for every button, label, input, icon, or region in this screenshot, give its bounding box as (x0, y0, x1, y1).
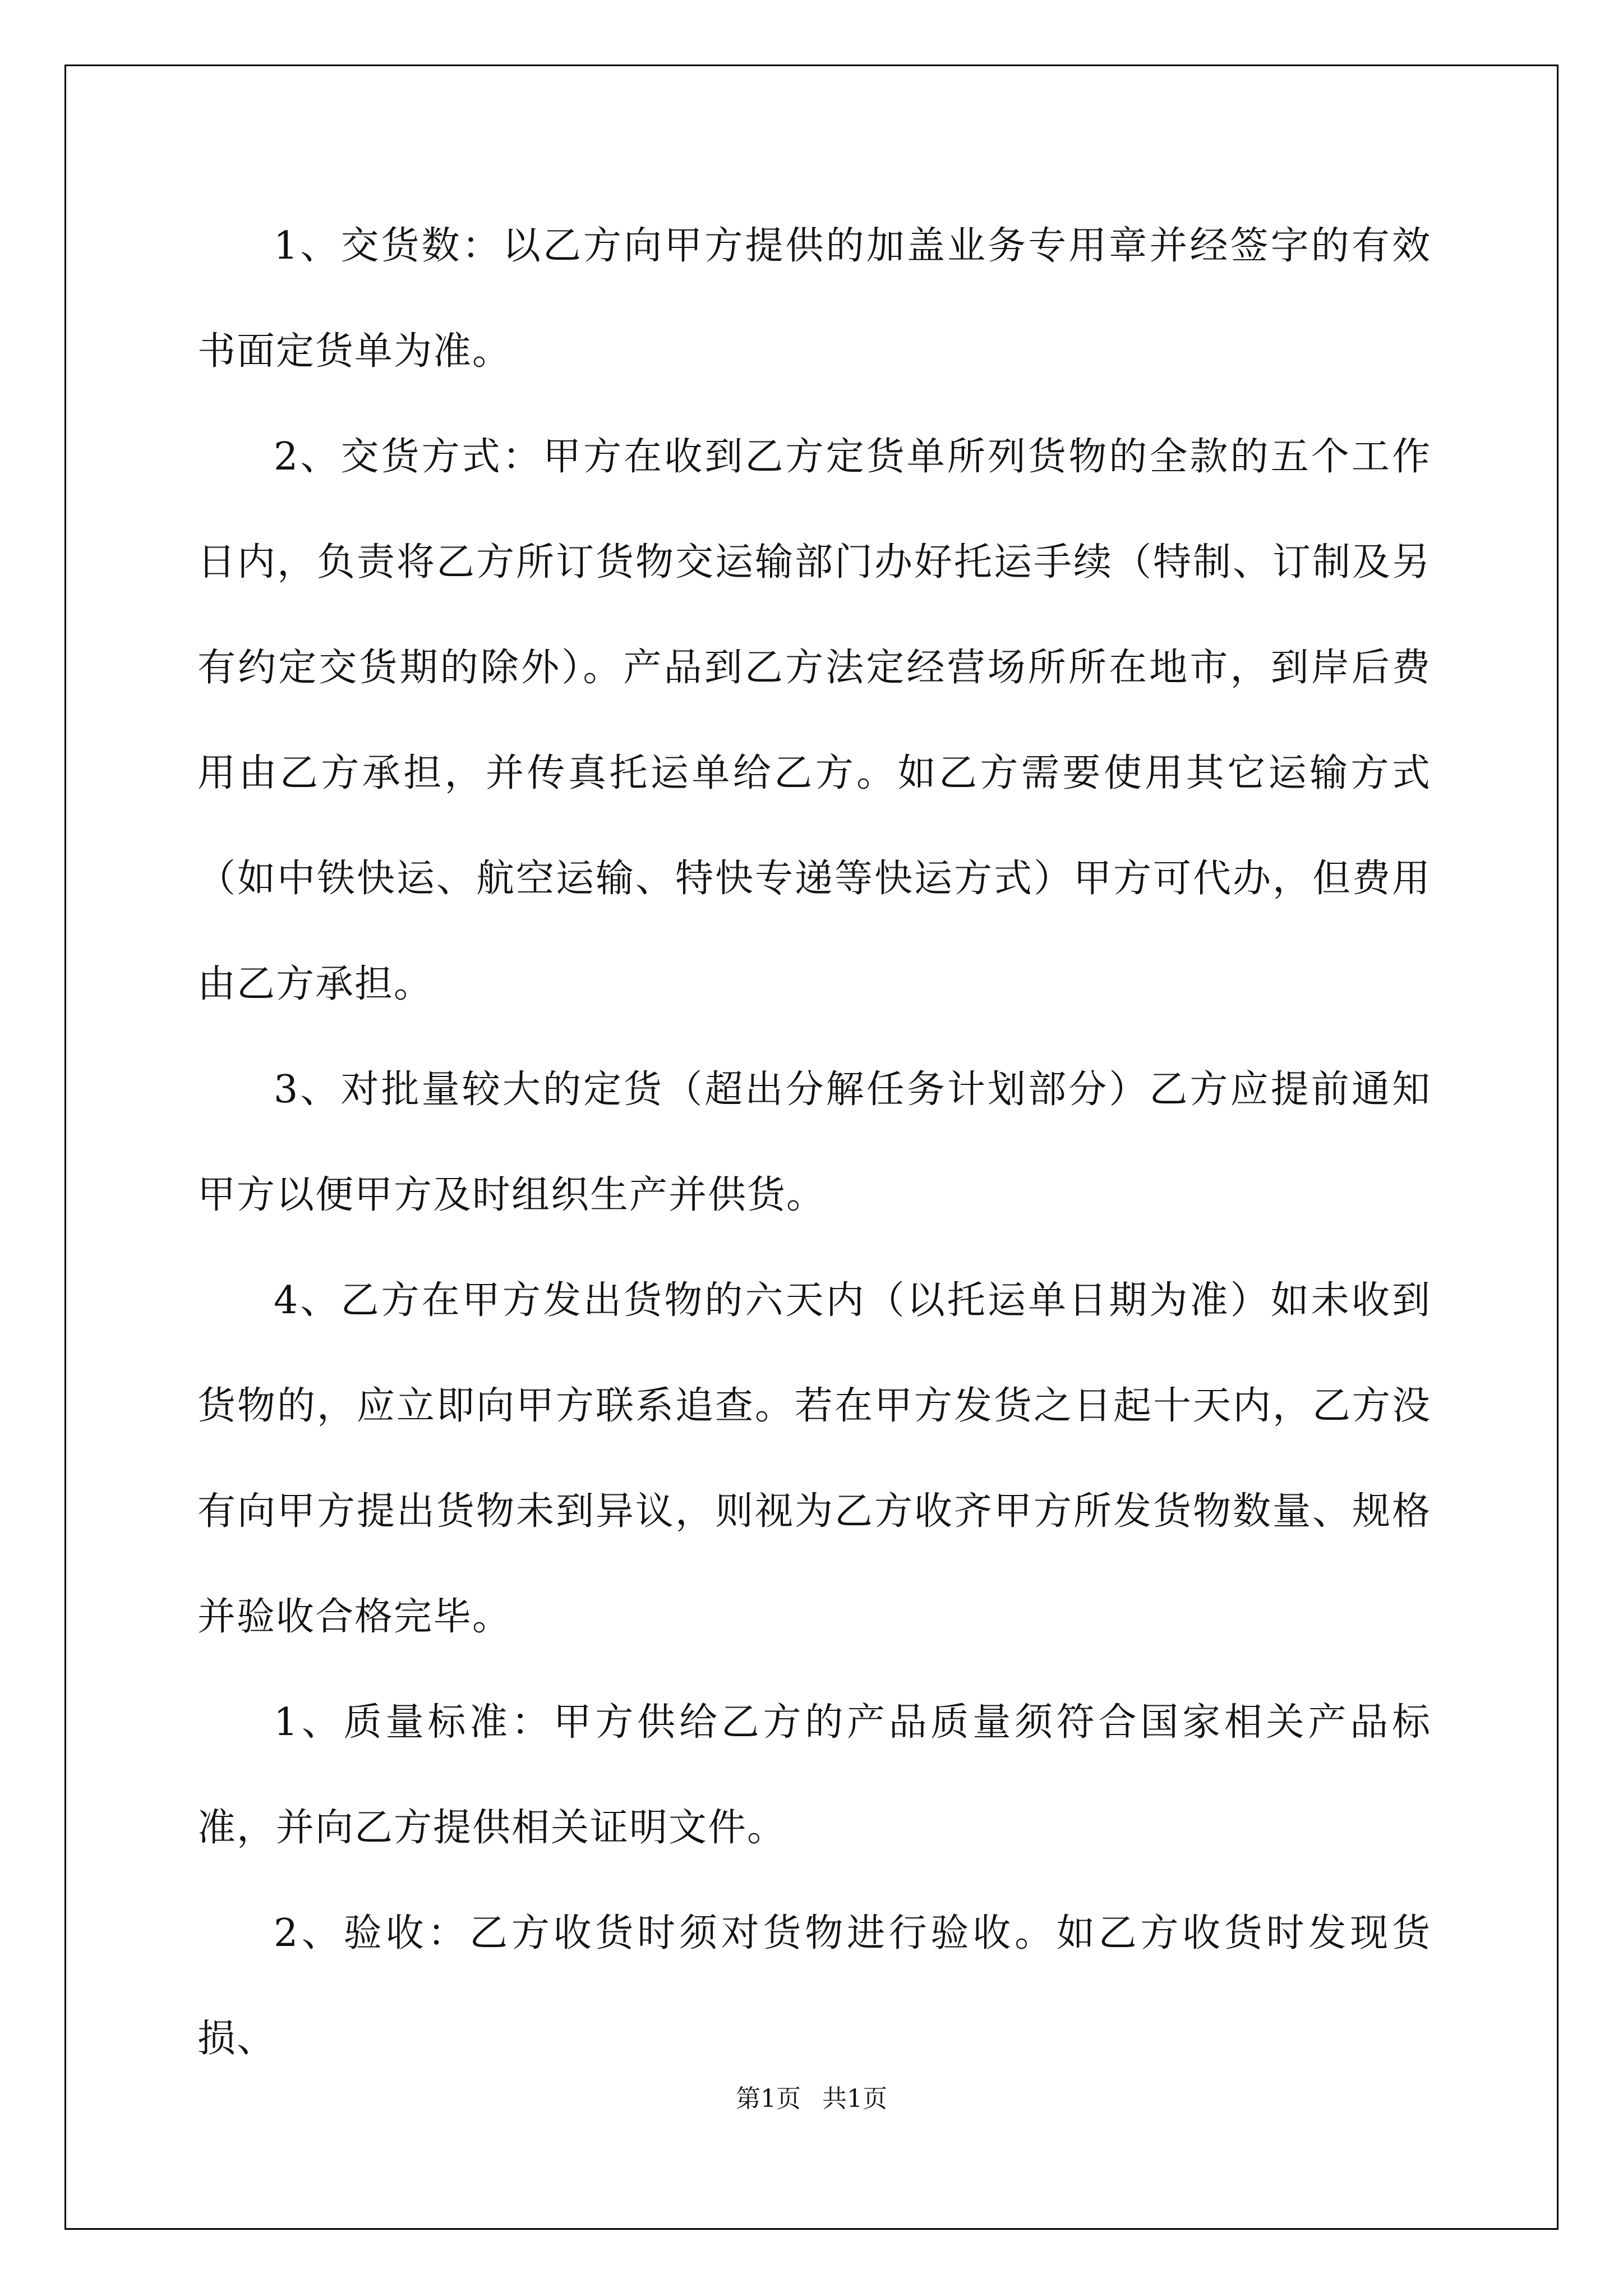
paragraph-goods-tracking: 4、乙方在甲方发出货物的六天内（以托运单日期为准）如未收到货物的，应立即向甲方联系追查。若在甲方发货之日起十天内，乙方没有向甲方提出货物未到异议，则视为乙方收齐甲方所发货物数量、规格并验收合格完毕。 (197, 1278, 1431, 1639)
document-body (197, 194, 1431, 2092)
paragraph-quality-standard: 1、质量标准：甲方供给乙方的产品质量须符合国家相关产品标准，并向乙方提供相关证明文件。 (197, 1700, 1431, 1850)
page-footer (0, 2078, 1623, 2114)
paragraph-delivery-quantity: 1、交货数：以乙方向甲方提供的加盖业务专用章并经签字的有效书面定货单为准。 (197, 224, 1431, 374)
paragraph-delivery-method: 2、交货方式：甲方在收到乙方定货单所列货物的全款的五个工作日内，负责将乙方所订货物交运输部门办好托运手续（特制、订制及另有约定交货期的除外）。产品到乙方法定经营场所所在地市，到岸后费用由乙方承担，并传真托运单给乙方。如乙方需要使用其它运输方式（如中铁快运、航空运输、特快专递等快运方式）甲方可代办，但费用由乙方承担。 (197, 435, 1431, 1006)
paragraph-bulk-order: 3、对批量较大的定货（超出分解任务计划部分）乙方应提前通知甲方以便甲方及时组织生产并供货。 (197, 1068, 1431, 1217)
page-number: 第1页 (736, 2085, 801, 2113)
paragraph-acceptance: 2、验收：乙方收货时须对货物进行验收。如乙方收货时发现货损、 (197, 1911, 1431, 2061)
page-total: 共1页 (822, 2085, 887, 2113)
